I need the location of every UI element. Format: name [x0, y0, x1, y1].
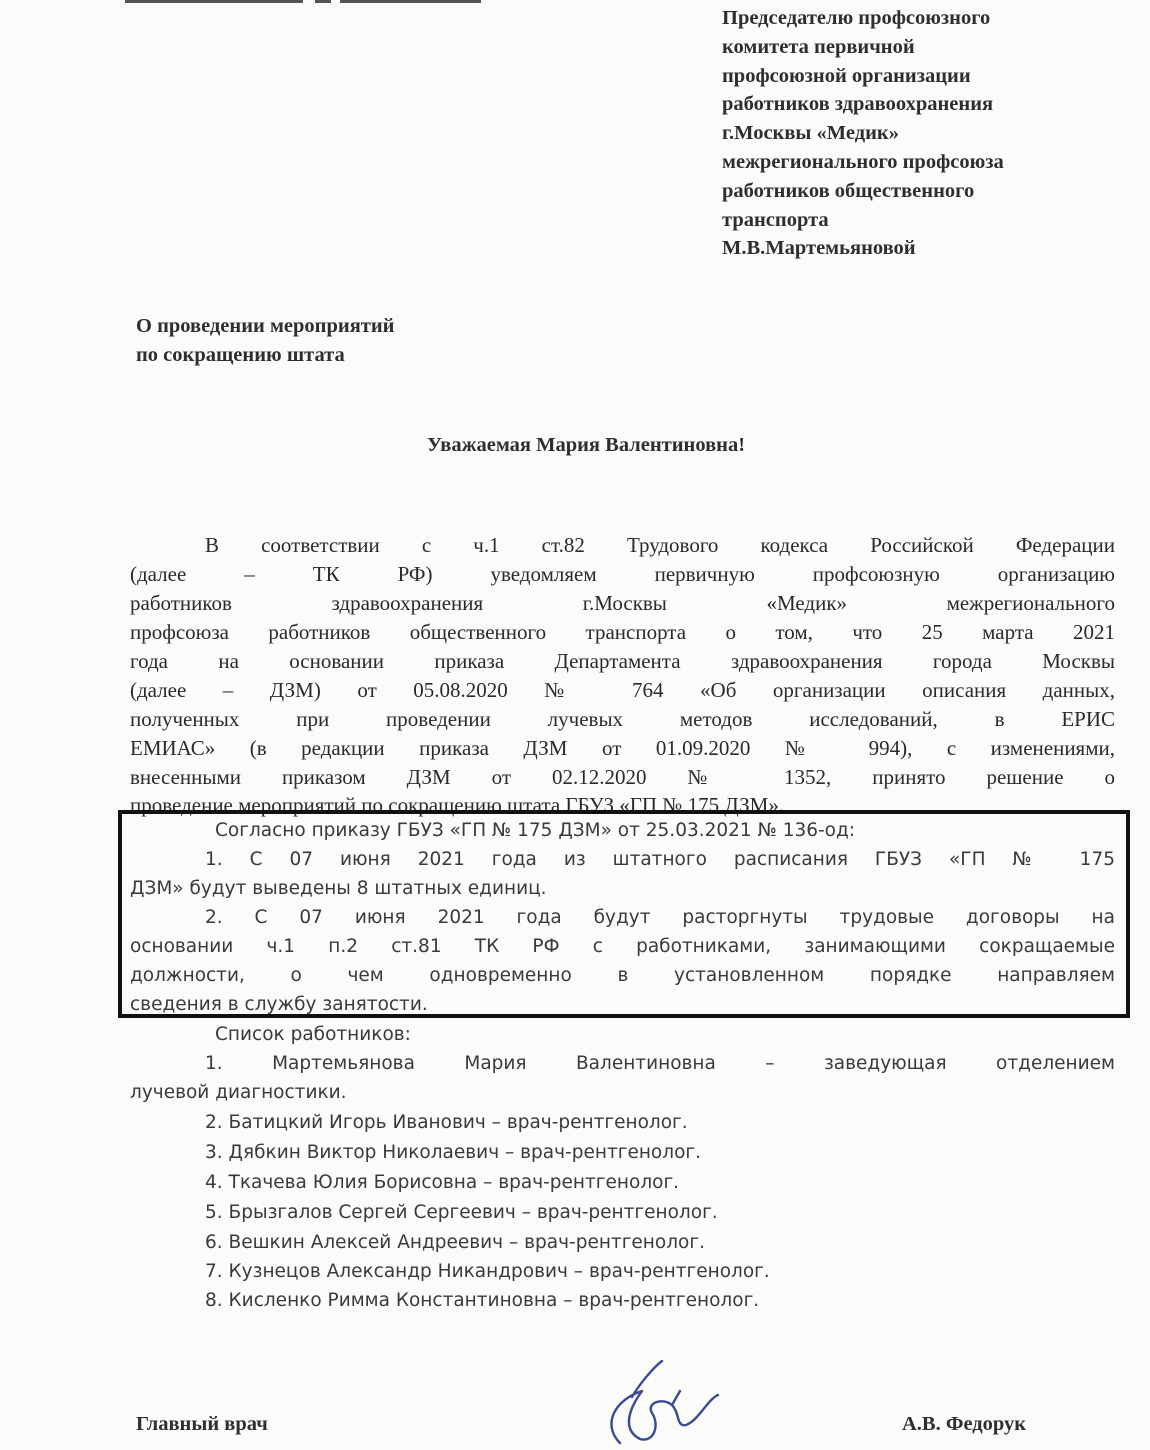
letter-subject — [136, 312, 394, 370]
header-underline — [125, 0, 481, 4]
paragraph-line: внесенными приказом ДЗМ от 02.12.2020 № 1352, принято решение о — [130, 765, 1115, 789]
employee-item: 6. Вешкин Алексей Андреевич – врач-рентгенолог. — [205, 1232, 705, 1253]
addressee-line: работников общественного — [722, 179, 975, 202]
employee-item: 3. Дябкин Виктор Николаевич – врач-рентгенолог. — [205, 1142, 701, 1163]
order-item-2-line: сведения в службу занятости. — [130, 994, 428, 1015]
employee-item: 4. Ткачева Юлия Борисовна – врач-рентгенолог. — [205, 1172, 680, 1193]
addressee-line: Председателю профсоюзного — [722, 7, 991, 29]
paragraph-line: полученных при проведении лучевых методов исследований, в ЕРИС — [130, 707, 1115, 731]
signature-image — [580, 1355, 730, 1447]
signer-title: Главный врач — [136, 1413, 268, 1435]
employees-title: Список работников: — [215, 1024, 411, 1045]
addressee-line: М.В.Мартемьяновой — [722, 237, 916, 260]
order-intro: Согласно приказу ГБУЗ «ГП № 175 ДЗМ» от 25.03.2021 № 136-од: — [215, 820, 856, 841]
addressee-line: профсоюзной организации — [722, 64, 971, 87]
addressee-line: транспорта — [722, 208, 829, 231]
addressee-line: г.Москвы «Медик» — [722, 122, 899, 145]
order-item-1-line: 1. С 07 июня 2021 года из штатного расписания ГБУЗ «ГП № 175 — [205, 849, 1115, 870]
paragraph-line: года на основании приказа Департамента здравоохранения города Москвы — [130, 649, 1115, 673]
employee-item: 2. Батицкий Игорь Иванович – врач-рентгенолог. — [205, 1112, 688, 1133]
subject-line: по сокращению штата — [136, 344, 345, 366]
paragraph-line: В соответствии с ч.1 ст.82 Трудового кодекса Российской Федерации — [205, 533, 1115, 557]
addressee-line: комитета первичной — [722, 35, 915, 58]
addressee-line: межрегионального профсоюза — [722, 150, 1004, 173]
employee-item: 8. Кисленко Римма Константиновна – врач-рентгенолог. — [205, 1290, 760, 1311]
paragraph-line: профсоюза работников общественного транспорта о том, что 25 марта 2021 — [130, 620, 1115, 644]
employee-item: 7. Кузнецов Александр Никандрович – врач-рентгенолог. — [205, 1261, 770, 1282]
paragraph-line: ЕМИАС» (в редакции приказа ДЗМ от 01.09.2020 № 994), с изменениями, — [130, 736, 1115, 760]
employee-item: 5. Брызгалов Сергей Сергеевич – врач-рентгенолог. — [205, 1202, 718, 1223]
employee-item: 1. Мартемьянова Мария Валентиновна – заведующая отделением — [205, 1053, 1115, 1074]
paragraph-line: (далее – ТК РФ) уведомляем первичную профсоюзную организацию — [130, 562, 1115, 586]
order-item-1-line: ДЗМ» будут выведены 8 штатных единиц. — [130, 878, 547, 899]
addressee-line: работников здравоохранения — [722, 93, 994, 116]
subject-line: О проведении мероприятий — [136, 315, 395, 337]
addressee-block — [722, 4, 1142, 263]
paragraph-line: (далее – ДЗМ) от 05.08.2020 № 764 «Об организации описания данных, — [130, 678, 1115, 702]
order-item-2-line: основании ч.1 п.2 ст.81 ТК РФ с работниками, занимающими сокращаемые — [130, 936, 1115, 957]
order-item-2-line: 2. С 07 июня 2021 года будут расторгнуты трудовые договоры на — [205, 907, 1115, 928]
paragraph-line: работников здравоохранения г.Москвы «Медик» межрегионального — [130, 591, 1115, 615]
employee-item: лучевой диагностики. — [130, 1082, 347, 1103]
salutation: Уважаемая Мария Валентиновна! — [426, 434, 746, 456]
signer-name: А.В. Федорук — [902, 1413, 1027, 1435]
order-item-2-line: должности, о чем одновременно в установленном порядке направляем — [130, 965, 1115, 986]
paragraph-line: проведение мероприятий по сокращению штата ГБУЗ «ГП № 175 ДЗМ». — [130, 793, 785, 817]
